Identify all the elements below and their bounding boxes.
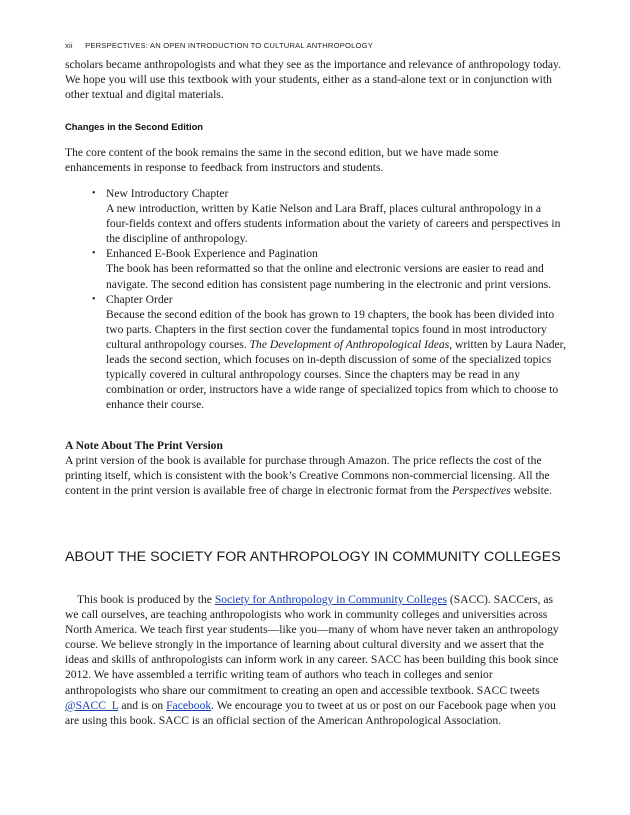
about-part: (SACC). SACCers, as we call ourselves, are teaching anthropologists who work in community colleges and universities across North America. We teach first year students—like you—many of whom have never taken an anthropology course. We believe strongly in the importance of learning about cultural diversity and we assert that the ideas and skills of anthropologists can inform work in any career. SACC has been building this book since 2012. We have assembled a terrific writing team of authors who teach in colleges and senior anthropologists who share our commitment to creating an open and accessible textbook. SACC tweets	[65, 593, 559, 697]
changes-heading: Changes in the Second Edition	[65, 121, 204, 132]
print-note-block	[65, 438, 565, 498]
item-title: • Enhanced E-Book Experience and Pagination	[106, 247, 318, 261]
chapter-title-italic: The Development of Anthropological Ideas	[249, 337, 450, 351]
item-description-part: , written by Laura Nader, leads the second section, which focuses on in-depth discussion of some of the specialized topics typically covered in cultural anthropology courses. Since the chapters may be read in any combination or order, instructors have a wide range of specialized topics from which to choose to enhance their course.	[106, 337, 566, 412]
about-paragraph-block	[65, 592, 565, 728]
about-part: This book is produced by the	[77, 593, 215, 606]
item-description: A new introduction, written by Katie Nelson and Lara Braff, places cultural anthropology in a four-fields context and offers students information about the variety of careers and perspectives in the discipline of anthropology.	[106, 202, 561, 246]
about-paragraph	[65, 592, 565, 728]
item-description: The book has been reformatted so that the online and electronic versions are easier to read and navigate. The second edition has consistent page numbering in the electronic and print versions.	[106, 262, 552, 291]
sacc-link[interactable]: Society for Anthropology in Community Colleges	[214, 593, 448, 606]
item-description	[106, 307, 566, 413]
running-head	[65, 41, 373, 50]
item-title: • Chapter Order	[106, 292, 173, 306]
perspectives-italic: Perspectives	[452, 484, 511, 498]
list-item	[92, 292, 566, 413]
list-item	[92, 186, 566, 246]
list-item	[92, 246, 566, 291]
twitter-link[interactable]: @SACC_L	[65, 698, 119, 712]
about-part: and is on	[118, 698, 167, 712]
print-note-part: website.	[510, 484, 552, 498]
intro-paragraph-block	[65, 57, 565, 102]
changes-intro-block	[65, 145, 565, 175]
page-number: xii	[65, 41, 73, 50]
item-title: • New Introductory Chapter	[106, 187, 229, 200]
print-note-text	[65, 453, 565, 498]
facebook-link[interactable]: Facebook	[166, 698, 212, 712]
changes-intro: The core content of the book remains the same in the second edition, but we have made some enhancements in response to feedback from instructors and students.	[65, 146, 499, 175]
changes-list	[92, 186, 566, 412]
print-note-part: A print version of the book is available for purchase through Amazon. The price reflects the cost of the printing itself, which is consistent with the book’s Creative Commons non-commercial licensing. All the content in the print version is available free of charge in electronic format from the	[65, 454, 550, 498]
about-part: . We encourage you to tweet at us or post on our Facebook page when you are using this book. SACC is an official section of the American Anthropological Association.	[65, 698, 556, 727]
about-section-heading: ABOUT THE SOCIETY FOR ANTHROPOLOGY IN COMMUNITY COLLEGES	[65, 549, 561, 565]
running-head-title: PERSPECTIVES: AN OPEN INTRODUCTION TO CULTURAL ANTHROPOLOGY	[85, 41, 373, 50]
item-description-part: Because the second edition of the book has grown to 19 chapters, the book has been divided into two parts. Chapters in the first section cover the fundamental topics found in most introductory cultural anthropology courses.	[106, 307, 555, 351]
print-note-heading: A Note About The Print Version	[65, 439, 223, 452]
intro-paragraph: scholars became anthropologists and what they see as the importance and relevance of anthropology today. We hope you will use this textbook with your students, either as a stand-alone text or in conjunction with other textual and digital materials.	[65, 58, 562, 102]
